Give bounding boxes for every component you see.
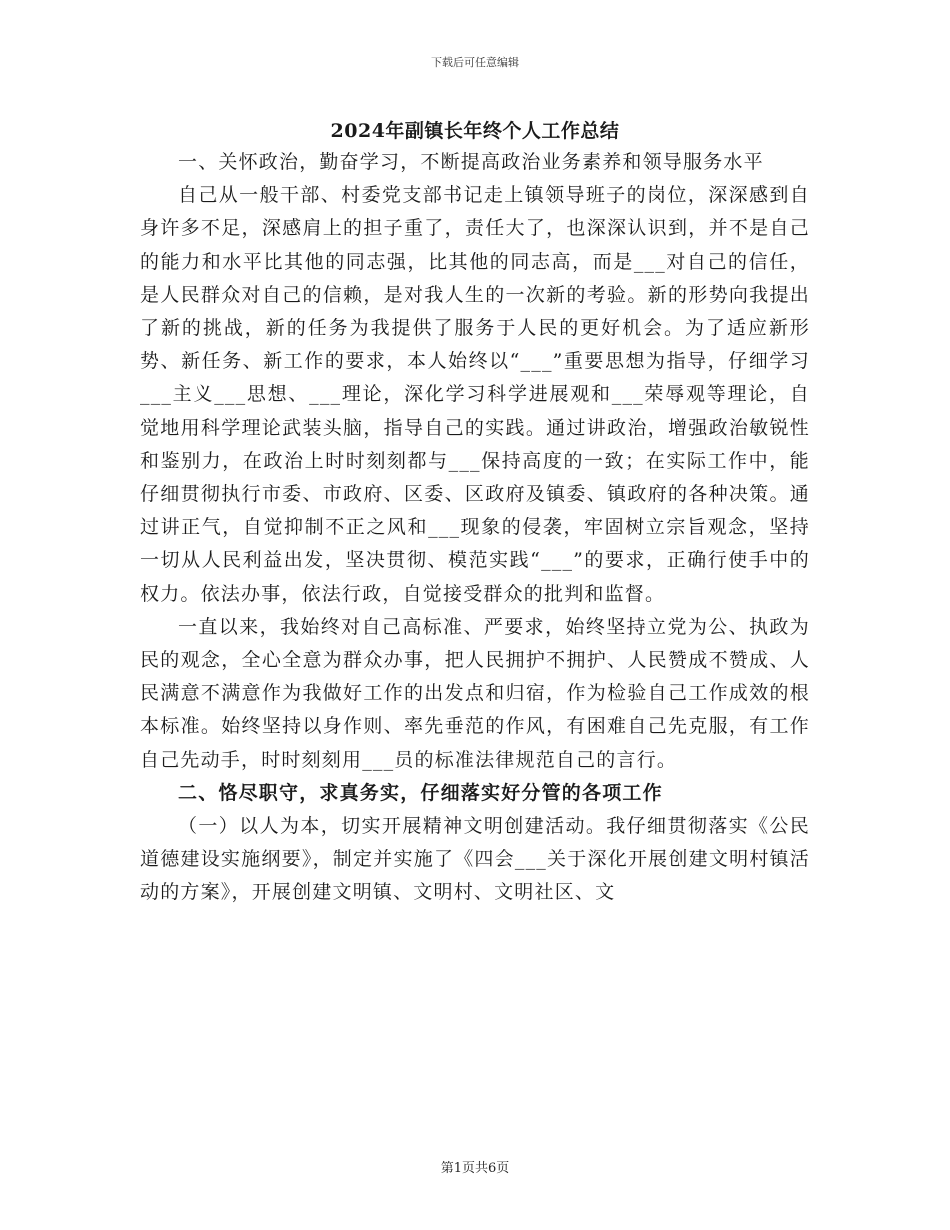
- header-note: 下载后可任意编辑: [431, 56, 519, 69]
- page-indicator: 第1页共6页: [440, 1161, 510, 1176]
- section-heading-1: 一、关怀政治，勤奋学习，不断提高政治业务素养和领导服务水平: [178, 151, 764, 173]
- paragraph: 自己从一般干部、村委党支部书记走上镇领导班子的岗位，深深感到自身许多不足，深感肩上的担子重了，责任大了，也深深认识到，并不是自己的能力和水平比其他的同志强，比其他的同志高，而是___对自己的信任，是人民群众对自己的信赖，是对我人生的一次新的考验。新的形势向我提出了新的挑战，新的任务为我提供了服务于人民的更好机会。为了适应新形势、新任务、新工作的要求，本人始终以“___”重要思想为指导，仔细学习___主义___思想、___理论，深化学习科学进展观和___荣辱观等理论，自觉地用科学理论武装头脑，指导自己的实践。通过讲政治，增强政治敏锐性和鉴别力，在政治上时时刻刻都与___保持高度的一致；在实际工作中，能仔细贯彻执行市委、市政府、区委、区政府及镇委、镇政府的各种决策。通过讲正气，自觉抑制不正之风和___现象的侵袭，牢固树立宗旨观念，坚持一切从人民利益出发，坚决贯彻、模范实践“___”的要求，正确行使手中的权力。依法办事，依法行政，自觉接受群众的批判和监督。: [140, 184, 810, 605]
- document-title: 2024年副镇长年终个人工作总结: [330, 120, 620, 142]
- paragraph: （一）以人为本，切实开展精神文明创建活动。我仔细贯彻落实《公民道德建设实施纲要》，制定并实施了《四会___关于深化开展创建文明村镇活动的方案》，开展创建文明镇、文明村、文明社区、文: [140, 815, 810, 904]
- section-heading-2: 二、恪尽职守，求真务实，仔细落实好分管的各项工作: [178, 781, 663, 804]
- document-body: [140, 146, 810, 910]
- paragraph: 一直以来，我始终对自己高标准、严要求，始终坚持立党为公、执政为民的观念，全心全意为群众办事，把人民拥护不拥护、人民赞成不赞成、人民满意不满意作为我做好工作的出发点和归宿，作为检验自己工作成效的根本标准。始终坚持以身作则、率先垂范的作风，有困难自己先克服，有工作自己先动手，时时刻刻用___员的标准法律规范自己的言行。: [140, 615, 810, 771]
